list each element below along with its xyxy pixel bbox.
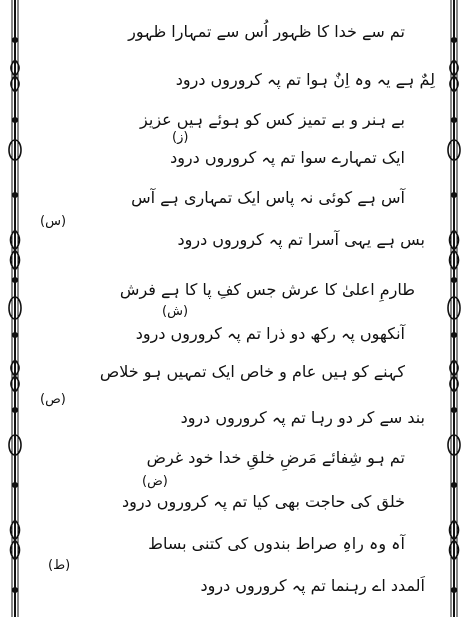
verse-line: کہنے کو ہیں عام و خاص ایک تمہیں ہو خلاص <box>99 362 405 381</box>
stanza-marker: (س) <box>40 214 67 229</box>
verse-line: بے ہنر و بے تمیز کس کو ہوئے ہیں عزیز <box>140 110 405 129</box>
verse-line: ایک تمہارے سوا تم پہ کروروں درود <box>170 148 405 167</box>
stanza-marker: (ط) <box>48 558 71 573</box>
left-ornamental-border <box>4 0 26 617</box>
verse-line: لِمٌ ہے یہ وہ اِنٌ ہوا تم پہ کروروں درود <box>175 70 435 89</box>
verse-line: اَلمدد اے رہنما تم پہ کروروں درود <box>200 576 425 595</box>
verse-line: خلق کی حاجت بھی کیا تم پہ کروروں درود <box>121 492 405 511</box>
stanza-marker: (ز) <box>172 130 189 145</box>
verse-line: آس ہے کوئی نہ پاس ایک تمہاری ہے آس <box>131 188 405 207</box>
stanza-marker: (ش) <box>162 304 189 319</box>
verse-line: آنکھوں پہ رکھ دو ذرا تم پہ کروروں درود <box>135 324 405 343</box>
stanza-marker: (ص) <box>40 392 66 407</box>
right-ornamental-border <box>443 0 465 617</box>
poem-body <box>40 8 435 608</box>
stanza-marker: (ض) <box>142 474 168 489</box>
verse-line: طارمِ اعلیٰ کا عرش جس کفِ پا کا ہے فرش <box>119 280 415 299</box>
verse-line: بند سے کر دو رہا تم پہ کروروں درود <box>180 408 425 427</box>
verse-line: بس ہے یہی آسرا تم پہ کروروں درود <box>177 230 425 249</box>
verse-line: آہ وہ راہِ صراط بندوں کی کتنی بساط <box>148 534 405 553</box>
verse-line: تم سے خدا کا ظہور اُس سے تمہارا ظہور <box>128 22 405 41</box>
verse-line: تم ہو شِفائے مَرضِ خلقِ خدا خود غرض <box>146 448 405 467</box>
